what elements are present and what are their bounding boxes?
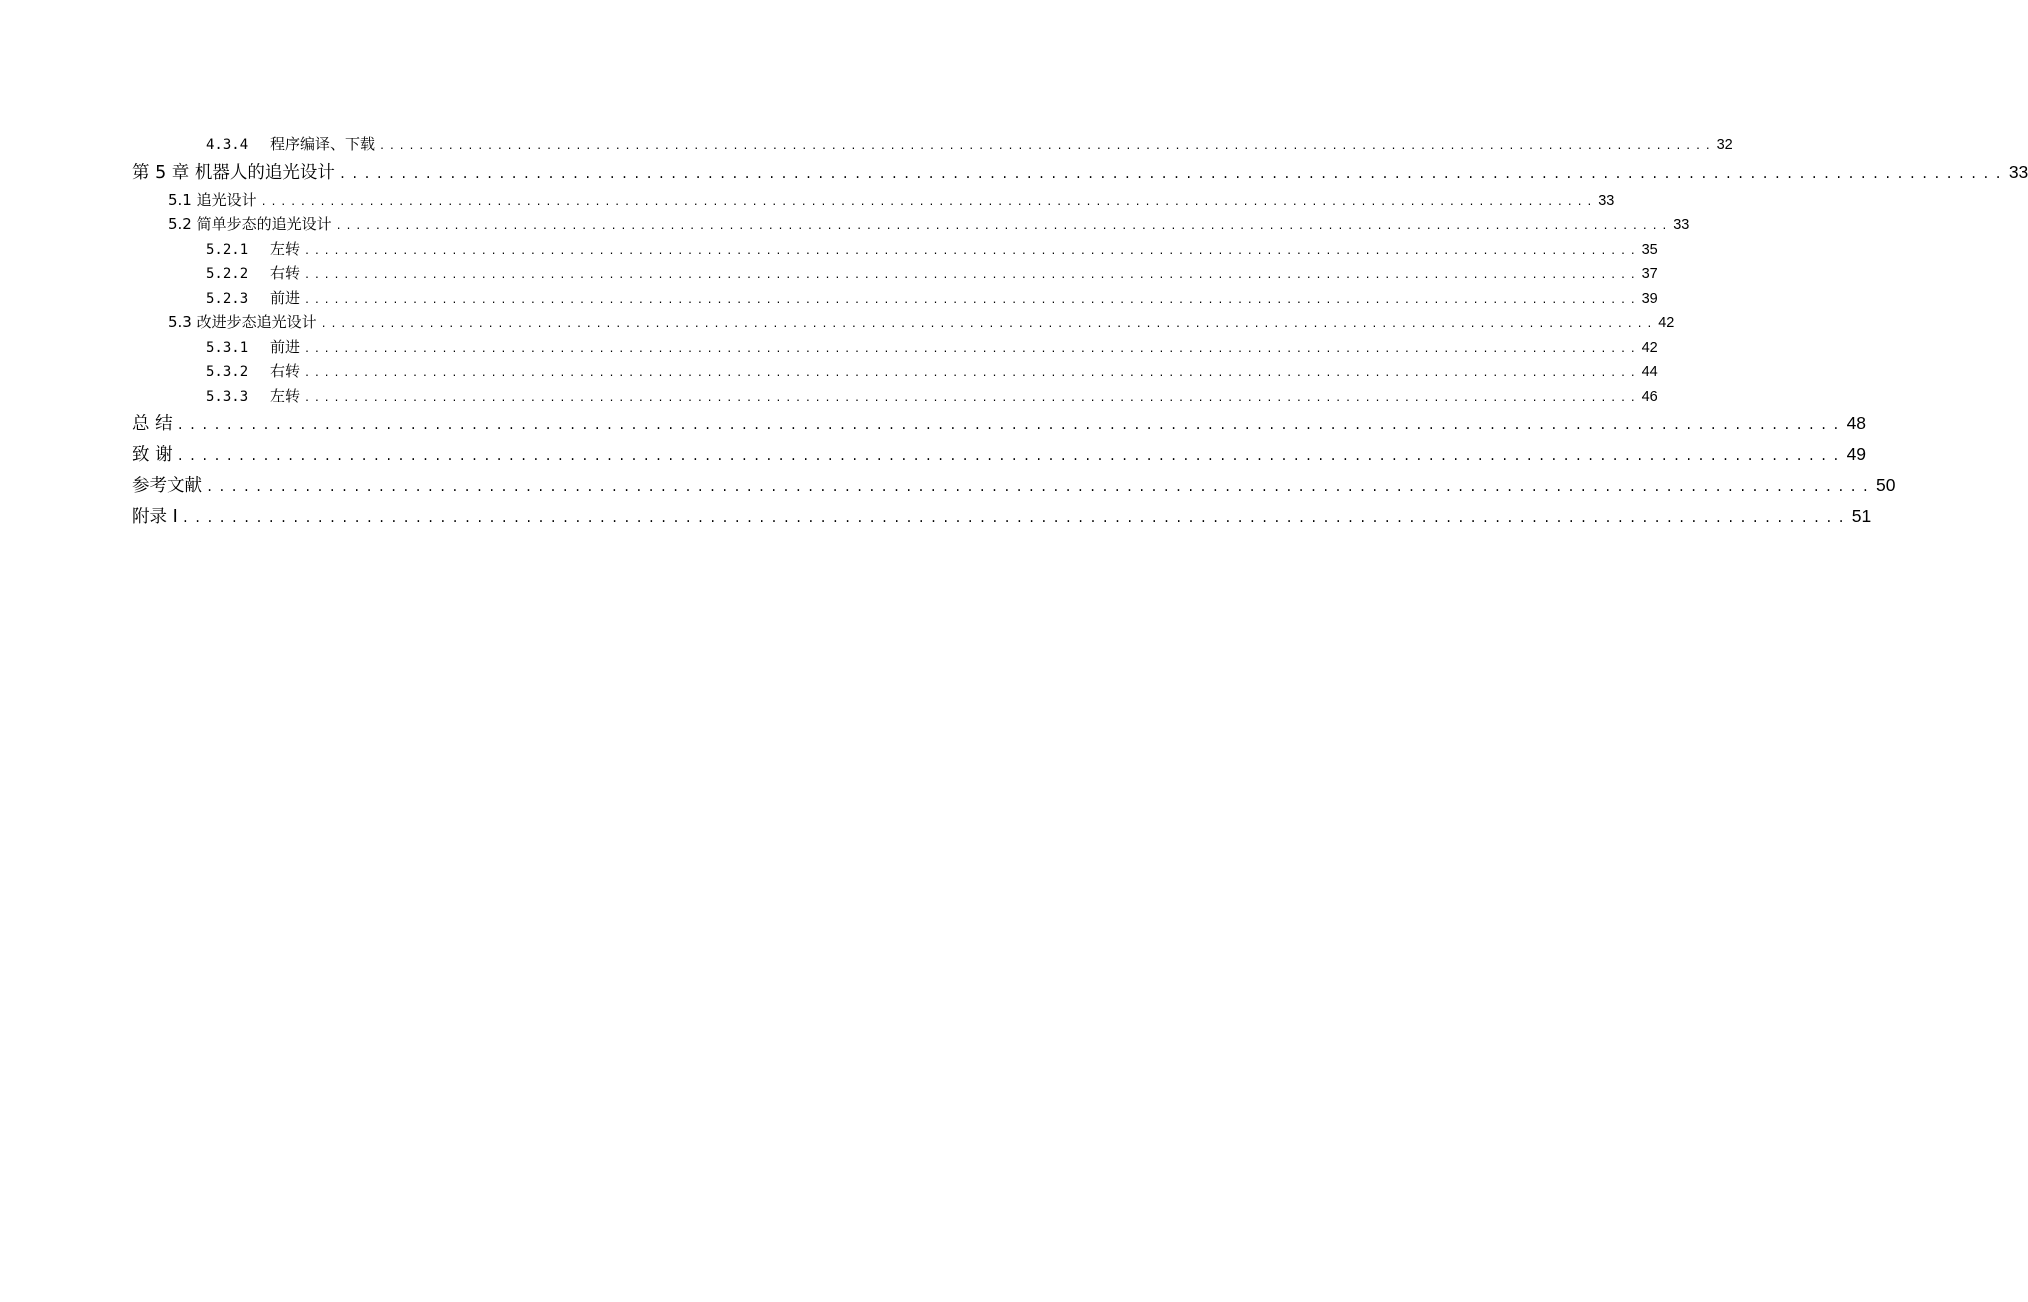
toc-entry-page: 33 — [1673, 217, 1690, 233]
toc-entry[interactable] — [132, 335, 1658, 360]
toc-entry[interactable] — [132, 384, 1658, 409]
toc-entry-title: 前进 — [270, 288, 301, 307]
toc-entry[interactable] — [132, 359, 1658, 384]
toc-leader-dots: ........................................................................................................................................ — [320, 319, 1657, 330]
toc-entry-title: 附录 I — [132, 507, 178, 527]
toc-entry[interactable] — [132, 286, 1658, 311]
toc-entry-title: 5.3 改进步态追光设计 — [168, 313, 317, 331]
toc-entry-label — [206, 335, 300, 361]
toc-entry-title: 致 谢 — [132, 445, 173, 465]
toc-entry-page: 46 — [1641, 388, 1658, 405]
toc-leader-dots: ........................................................................................................................................ — [304, 343, 1640, 355]
toc-entry-number: 5.3.2 — [206, 364, 249, 380]
toc-entry-page: 50 — [1876, 475, 1896, 495]
toc-leader-dots: ........................................................................................................................................ — [338, 166, 2007, 181]
toc-entry[interactable] — [132, 132, 1733, 157]
toc-entry-title: 前进 — [270, 337, 301, 356]
toc-entry-label — [206, 286, 300, 312]
toc-leader-dots: ........................................................................................................................................ — [176, 418, 1845, 432]
toc-entry[interactable] — [132, 501, 1872, 532]
toc-entry[interactable] — [132, 157, 2028, 188]
toc-entry-page: 32 — [1716, 137, 1733, 153]
toc-leader-dots: ........................................................................................................................................ — [304, 392, 1640, 404]
toc-entry-title: 右转 — [270, 264, 301, 282]
toc-entry[interactable] — [132, 408, 1867, 439]
toc-entry-page: 49 — [1846, 444, 1867, 464]
toc-entry-page: 37 — [1641, 266, 1658, 282]
toc-leader-dots: ........................................................................................................................................ — [304, 294, 1640, 306]
toc-entry-label — [206, 359, 300, 385]
toc-entry-title: 第 5 章 机器人的追光设计 — [132, 162, 335, 183]
toc-entry-page: 48 — [1846, 413, 1867, 433]
toc-entry-label — [206, 237, 300, 263]
toc-leader-dots: ........................................................................................................................................ — [304, 270, 1640, 281]
toc-entry-page: 42 — [1641, 339, 1658, 356]
toc-entry[interactable] — [132, 237, 1658, 262]
toc-entry-title: 总 结 — [132, 414, 173, 434]
toc-entry-page: 35 — [1641, 241, 1658, 258]
toc-leader-dots: ........................................................................................................................................ — [335, 221, 1672, 232]
toc-entry-label — [206, 384, 300, 410]
toc-entry-page: 33 — [2008, 161, 2028, 182]
toc-entry[interactable] — [132, 261, 1658, 286]
toc-entry-page: 39 — [1641, 290, 1658, 307]
toc-entry[interactable] — [132, 439, 1867, 470]
toc-entry-number: 5.2.2 — [206, 266, 249, 282]
toc-leader-dots: ........................................................................................................................................ — [176, 449, 1845, 463]
toc-entry-title: 左转 — [270, 386, 301, 405]
toc-entry-title: 程序编译、下载 — [270, 135, 376, 153]
toc-entry-number: 5.3.3 — [206, 388, 249, 405]
toc-entry-title: 5.2 简单步态的追光设计 — [168, 215, 332, 233]
toc-entry-number: 4.3.4 — [206, 137, 249, 153]
toc-entry[interactable] — [132, 188, 1615, 213]
toc-entry-page: 44 — [1641, 364, 1658, 380]
toc-leader-dots: ........................................................................................................................................ — [206, 480, 1874, 494]
toc-entry[interactable] — [132, 470, 1896, 501]
toc-entry-title: 左转 — [270, 239, 301, 258]
toc-leader-dots: ........................................................................................................................................ — [379, 141, 1715, 152]
toc-entry-number: 5.2.1 — [206, 241, 249, 258]
toc-entry-label — [206, 261, 300, 287]
toc-entry-page: 33 — [1598, 192, 1615, 209]
toc-entry-title: 5.1 追光设计 — [168, 190, 257, 209]
toc-entry-title: 参考文献 — [132, 476, 202, 496]
toc-entry-number: 5.3.1 — [206, 339, 249, 356]
toc-leader-dots: ........................................................................................................................................ — [304, 368, 1640, 379]
toc-leader-dots: ........................................................................................................................................ — [260, 196, 1597, 208]
table-of-contents — [132, 132, 2028, 532]
toc-entry[interactable] — [132, 212, 1690, 237]
toc-entry[interactable] — [132, 310, 1675, 335]
toc-entry-title: 右转 — [270, 362, 301, 380]
toc-entry-page: 42 — [1658, 315, 1675, 331]
toc-leader-dots: ........................................................................................................................................ — [181, 511, 1850, 525]
toc-entry-label — [206, 132, 375, 158]
toc-leader-dots: ........................................................................................................................................ — [304, 245, 1640, 257]
toc-entry-page: 51 — [1851, 506, 1872, 526]
toc-entry-number: 5.2.3 — [206, 290, 249, 307]
